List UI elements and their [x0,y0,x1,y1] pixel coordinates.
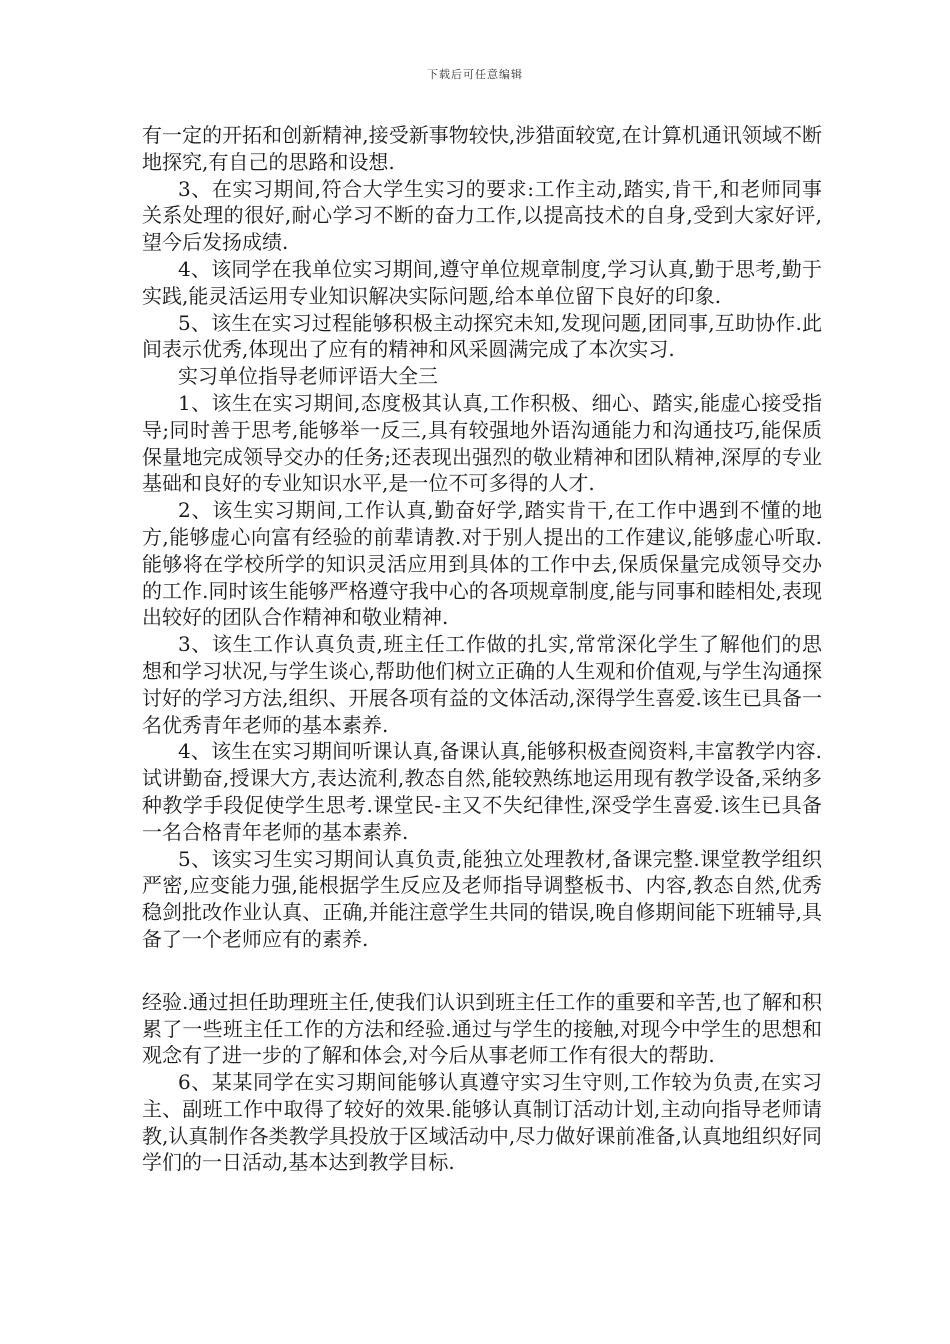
page-header: 下载后可任意编辑 [427,68,523,81]
paragraph-section3-item-4: 4、该生在实习期间听课认真,备课认真,能够积极查阅资料,丰富教学内容.试讲勤奋,授课大方,表达流利,教态自然,能较熟练地运用现有教学设备,采纳多种教学手段促使学生思考.课堂民-主又不失纪律性,深受学生喜爱.该生已具备一名合格青年老师的基本素养. [142,739,822,844]
paragraph-experience: 经验.通过担任助理班主任,使我们认识到班主任工作的重要和辛苦,也了解和积累了一些班主任工作的方法和经验.通过与学生的接触,对现今中学生的思想和观念有了进一步的了解和体会,对今后从事老师工作有很大的帮助. [142,989,822,1068]
paragraph-section3-item-5: 5、该实习生实习期间认真负责,能独立处理教材,备课完整.课堂教学组织严密,应变能力强,能根据学生反应及老师指导调整板书、内容,教态自然,优秀稳剑批改作业认真、正确,并能注意学生共同的错误,晚自修期间能下班辅导,具备了一个老师应有的素养. [142,846,822,951]
paragraph-item-6: 6、某某同学在实习期间能够认真遵守实习生守则,工作较为负责,在实习主、副班工作中取得了较好的效果.能够认真制订活动计划,主动向指导老师请教,认真制作各类教学具投放于区域活动中,尽力做好课前准备,认真地组织好同学们的一日活动,基本达到教学目标. [142,1070,822,1175]
document-body [142,122,822,1176]
section-gap [142,953,822,989]
paragraph-section3-item-2: 2、该生实习期间,工作认真,勤奋好学,踏实肯干,在工作中遇到不懂的地方,能够虚心向富有经验的前辈请教.对于别人提出的工作建议,能够虚心听取.能够将在学校所学的知识灵活应用到具体的工作中去,保质保量完成领导交办的工作.同时该生能够严格遵守我中心的各项规章制度,能与同事和睦相处,表现出较好的团队合作精神和敬业精神. [142,498,822,630]
paragraph-continuation: 有一定的开拓和创新精神,接受新事物较快,涉猎面较宽,在计算机通讯领域不断地探究,有自己的思路和设想. [142,123,822,174]
paragraph-item-4: 4、该同学在我单位实习期间,遵守单位规章制度,学习认真,勤于思考,勤于实践,能灵活运用专业知识解决实际问题,给本单位留下良好的印象. [142,256,822,308]
paragraph-section3-item-1: 1、该生在实习期间,态度极其认真,工作积极、细心、踏实,能虚心接受指导;同时善于思考,能够举一反三,具有较强地外语沟通能力和沟通技巧,能保质保量地完成领导交办的任务;还表现出强烈的敬业精神和团队精神,深厚的专业基础和良好的专业知识水平,是一位不可多得的人才. [142,390,822,496]
paragraph-item-3: 3、在实习期间,符合大学生实习的要求:工作主动,踏实,肯干,和老师同事关系处理的很好,耐心学习不断的奋力工作,以提高技术的自身,受到大家好评,望今后发扬成绩. [142,176,822,255]
paragraph-section3-item-3: 3、该生工作认真负责,班主任工作做的扎实,常常深化学生了解他们的思想和学习状况,与学生谈心,帮助他们树立正确的人生观和价值观,与学生沟通探讨好的学习方法,组织、开展各项有益的文体活动,深得学生喜爱.该生已具备一名优秀青年老师的基本素养. [142,632,822,737]
paragraph-item-5: 5、该生在实习过程能够积极主动探究未知,发现问题,团同事,互助协作.此间表示优秀,体现出了应有的精神和风采圆满完成了本次实习. [142,310,822,362]
section-heading: 实习单位指导老师评语大全三 [178,364,438,389]
